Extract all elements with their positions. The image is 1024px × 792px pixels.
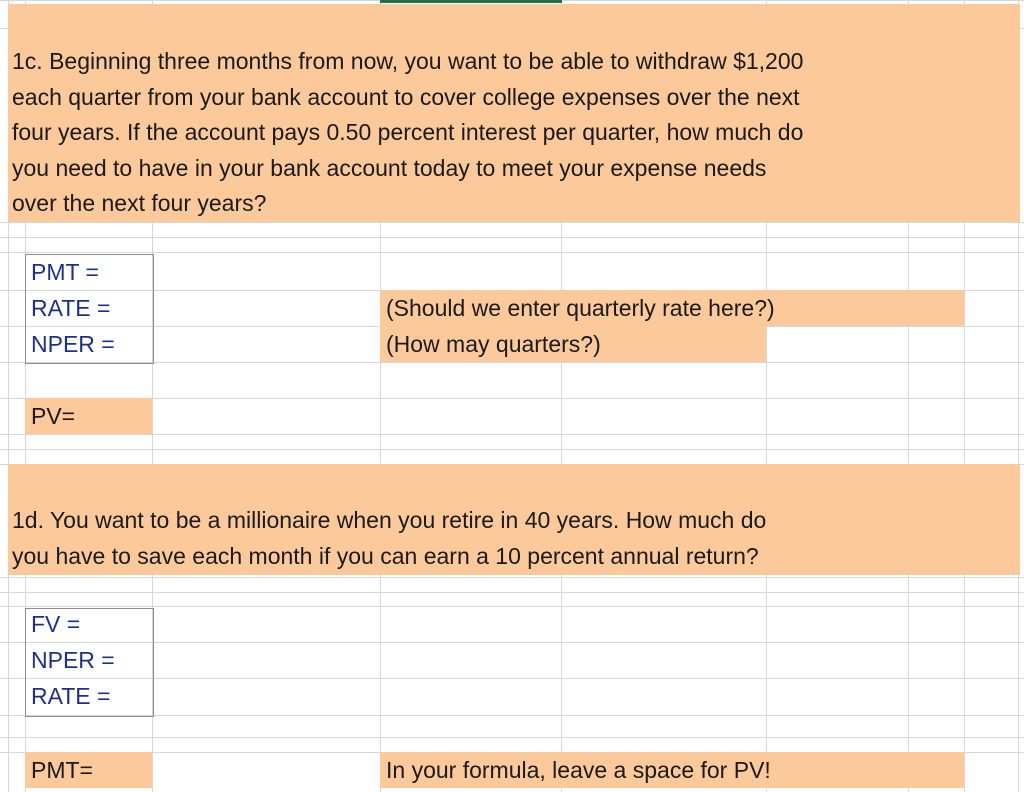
q1d-fv-label[interactable]: FV = xyxy=(31,611,81,637)
q1c-pmt-label[interactable]: PMT = xyxy=(31,259,99,285)
q1d-pmt-note: In your formula, leave a space for PV! xyxy=(386,757,771,783)
question-1c-line: four years. If the account pays 0.50 percent interest per quarter, how much do xyxy=(12,119,804,145)
selected-cell-indicator xyxy=(380,0,562,3)
q1c-rate-label[interactable]: RATE = xyxy=(31,295,111,321)
q1d-rate-label[interactable]: RATE = xyxy=(31,683,111,709)
q1d-pmt-label: PMT= xyxy=(31,757,93,783)
question-1c-text xyxy=(12,44,803,222)
question-1c-line: over the next four years? xyxy=(12,190,267,216)
question-1c-line: 1c. Beginning three months from now, you want to be able to withdraw $1,200 xyxy=(12,48,804,74)
question-1c-line: each quarter from your bank account to cover college expenses over the next xyxy=(12,83,800,110)
q1c-nper-label[interactable]: NPER = xyxy=(31,331,115,357)
question-1d-line: you have to save each month if you can earn a 10 percent annual return? xyxy=(12,542,759,569)
q1c-nper-note: (How may quarters?) xyxy=(386,331,601,357)
q1c-pv-label: PV= xyxy=(31,403,76,429)
question-1d-line: 1d. You want to be a millionaire when you retire in 40 years. How much do xyxy=(12,507,767,533)
question-1d-text xyxy=(12,503,766,574)
question-1c-line: you need to have in your bank account today to meet your expense needs xyxy=(12,154,767,181)
q1d-nper-label[interactable]: NPER = xyxy=(31,647,115,673)
q1c-rate-note: (Should we enter quarterly rate here?) xyxy=(386,295,775,321)
